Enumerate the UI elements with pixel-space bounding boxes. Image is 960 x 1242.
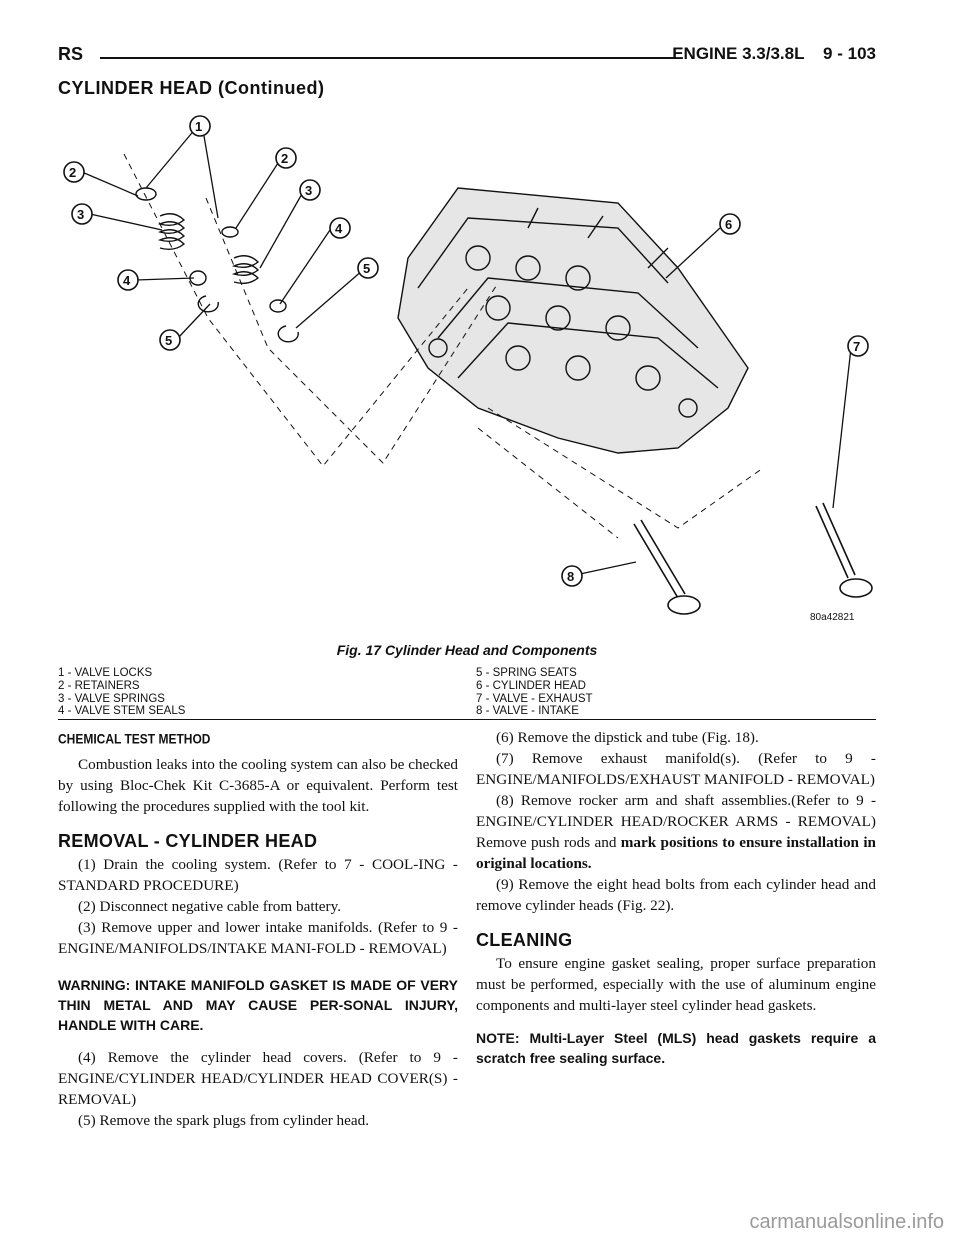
callout-6 bbox=[720, 214, 740, 234]
page-header bbox=[58, 44, 876, 70]
legend-item: 1 - VALVE LOCKS bbox=[58, 667, 153, 679]
section-continued-title: CYLINDER HEAD (Continued) bbox=[58, 78, 325, 98]
callout-7 bbox=[848, 336, 868, 356]
removal-step-3: (3) Remove upper and lower intake manifolds. (Refer to 9 - ENGINE/MANIFOLDS/INTAKE MANI-FOLD - REMOVAL) bbox=[58, 919, 458, 957]
figure-legend bbox=[58, 667, 876, 720]
callout-5b-text: 5 bbox=[363, 261, 371, 276]
callout-1 bbox=[190, 116, 210, 136]
figure-cylinder-head bbox=[58, 108, 876, 636]
header-right: ENGINE 3.3/3.8L 9 - 103 bbox=[672, 44, 876, 63]
legend-item: 8 - VALVE - INTAKE bbox=[476, 705, 579, 718]
legend-item: 7 - VALVE - EXHAUST bbox=[476, 692, 593, 705]
removal-step-2: (2) Disconnect negative cable from battery. bbox=[78, 898, 341, 915]
chemical-test-paragraph: Combustion leaks into the cooling system can also be checked by using Bloc-Chek Kit C-3685-A or equivalent. Perform test following the procedures supplied with the tool kit. bbox=[58, 756, 458, 815]
removal-step-8-text: (8) Remove rocker arm and shaft assemblies.(Refer to 9 - ENGINE/CYLINDER HEAD/ROCKER ARMS - REMOVAL) Remove push rods and bbox=[476, 792, 876, 851]
callout-4b-text: 4 bbox=[335, 221, 343, 236]
cylinder-head-drawing bbox=[398, 188, 748, 453]
callout-8-text: 8 bbox=[567, 569, 575, 584]
removal-step-1: (1) Drain the cooling system. (Refer to 7 - COOL-ING - STANDARD PROCEDURE) bbox=[58, 856, 458, 894]
warning-intake-gasket: WARNING: INTAKE MANIFOLD GASKET IS MADE OF VERY THIN METAL AND MAY CAUSE PER-SONAL INJURY, HANDLE WITH CARE. bbox=[58, 977, 458, 1033]
callout-7-text: 7 bbox=[853, 339, 861, 354]
legend-item: 3 - VALVE SPRINGS bbox=[58, 692, 165, 705]
callout-3b-text: 3 bbox=[305, 183, 313, 198]
header-rule bbox=[100, 57, 676, 59]
callout-4a bbox=[118, 270, 138, 290]
legend-column-left bbox=[58, 667, 185, 718]
callout-6-text: 6 bbox=[725, 217, 733, 232]
legend-item: 5 - SPRING SEATS bbox=[476, 667, 577, 679]
removal-step-5: (5) Remove the spark plugs from cylinder head. bbox=[78, 1112, 370, 1129]
callout-5a-text: 5 bbox=[165, 333, 173, 348]
figure-caption: Fig. 17 Cylinder Head and Components bbox=[336, 642, 598, 658]
legend-item: 2 - RETAINERS bbox=[58, 679, 140, 692]
callout-1-text: 1 bbox=[195, 119, 203, 134]
note-mls-gaskets: NOTE: Multi-Layer Steel (MLS) head gaskets require a scratch free sealing surface. bbox=[476, 1030, 876, 1066]
removal-step-8 bbox=[476, 790, 876, 874]
legend-column-right bbox=[476, 667, 593, 718]
heading-removal-cylinder-head: REMOVAL - CYLINDER HEAD bbox=[58, 831, 318, 851]
header-left: RS bbox=[58, 44, 84, 64]
callout-8 bbox=[562, 566, 582, 586]
text-column-left bbox=[58, 727, 458, 1131]
removal-step-9: (9) Remove the eight head bolts from each cylinder head and remove cylinder heads (Fig. 22). bbox=[476, 876, 876, 914]
callout-3a bbox=[72, 204, 92, 224]
intake-valve-drawing bbox=[634, 520, 700, 614]
exhaust-valve-drawing bbox=[816, 503, 872, 597]
cylinder-head-illustration bbox=[58, 108, 876, 636]
callout-5b bbox=[358, 258, 378, 278]
text-column-right bbox=[476, 727, 876, 1080]
callout-2a-text: 2 bbox=[69, 165, 77, 180]
callout-5a bbox=[160, 330, 180, 350]
callout-3a-text: 3 bbox=[77, 207, 85, 222]
legend-item: 6 - CYLINDER HEAD bbox=[476, 679, 586, 692]
callout-2a bbox=[64, 162, 84, 182]
heading-cleaning: CLEANING bbox=[476, 930, 573, 950]
removal-step-6: (6) Remove the dipstick and tube (Fig. 18). bbox=[496, 729, 759, 746]
removal-step-7: (7) Remove exhaust manifold(s). (Refer to 9 - ENGINE/MANIFOLDS/EXHAUST MANIFOLD - REMOVAL) bbox=[476, 750, 876, 788]
callout-2b-text: 2 bbox=[281, 151, 289, 166]
legend-item: 4 - VALVE STEM SEALS bbox=[58, 705, 186, 718]
removal-step-4: (4) Remove the cylinder head covers. (Refer to 9 - ENGINE/CYLINDER HEAD/CYLINDER HEAD COVER(S) - REMOVAL) bbox=[58, 1049, 458, 1108]
removal-step-8-bold: mark positions to ensure installation in original locations. bbox=[476, 834, 876, 872]
cleaning-paragraph: To ensure engine gasket sealing, proper surface preparation must be performed, especially with the use of aluminum engine components and multi-layer steel cylinder head gaskets. bbox=[476, 955, 876, 1014]
figure-image-code: 80a42821 bbox=[810, 612, 855, 623]
watermark: carmanualsonline.info bbox=[749, 1211, 944, 1233]
callout-2b bbox=[276, 148, 296, 168]
callout-3b bbox=[300, 180, 320, 200]
callout-4b bbox=[330, 218, 350, 238]
callout-4a-text: 4 bbox=[123, 273, 131, 288]
heading-chemical-test: CHEMICAL TEST METHOD bbox=[58, 730, 211, 747]
